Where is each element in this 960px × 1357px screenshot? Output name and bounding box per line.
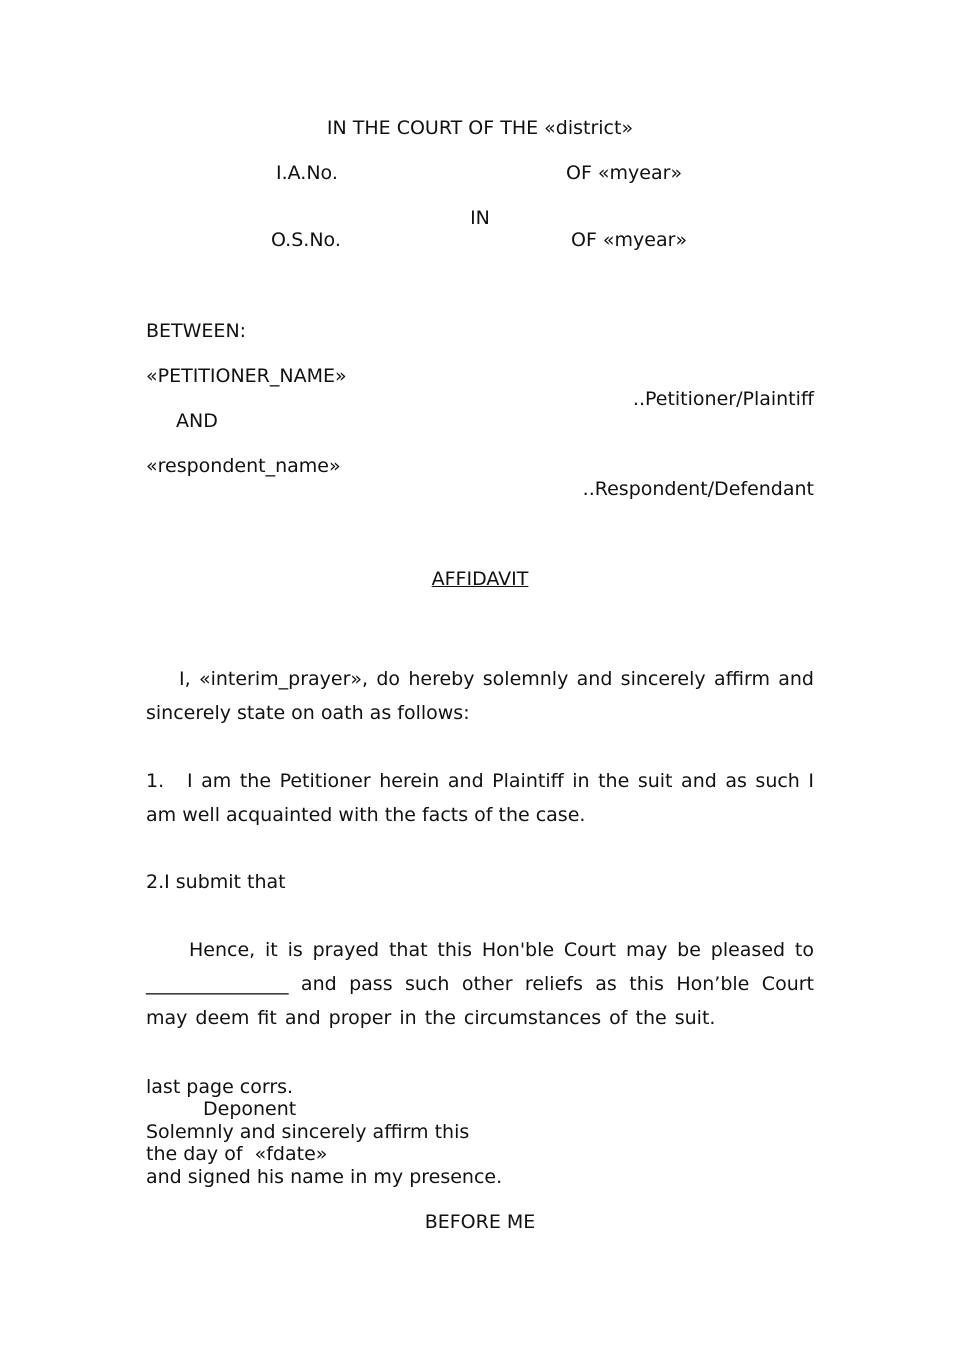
signed-line: and signed his name in my presence. — [146, 1166, 503, 1188]
between-label: BETWEEN: — [146, 320, 247, 342]
day-of-line: the day of «fdate» — [146, 1143, 328, 1165]
point-one-number: 1. — [146, 770, 165, 792]
in-connector: IN — [470, 207, 490, 229]
os-number-label: O.S.No. — [271, 229, 341, 251]
respondent-name: «respondent_name» — [146, 455, 341, 477]
petitioner-role: ..Petitioner/Plaintiff — [632, 388, 814, 410]
ia-year-label: OF «myear» — [566, 162, 683, 184]
deponent-label: Deponent — [203, 1098, 297, 1120]
last-page-note: last page corrs. — [146, 1076, 294, 1098]
prayer-paragraph: Hence, it is prayed that this Hon'ble Court may be pleased to _______________ and pass such other reliefs as this Hon’ble Court may deem fit and proper in the circumstances of the suit. — [146, 939, 814, 1029]
point-one-text: I am the Petitioner herein and Plaintiff in the suit and as such I am well acquainted with the facts of the case. — [146, 770, 814, 826]
court-heading: IN THE COURT OF THE «district» — [326, 117, 634, 139]
respondent-role: ..Respondent/Defendant — [582, 478, 814, 500]
document-title: AFFIDAVIT — [431, 568, 529, 590]
and-label: AND — [176, 410, 218, 432]
affirm-line: Solemnly and sincerely affirm this — [146, 1121, 470, 1143]
intro-paragraph: I, «interim_prayer», do hereby solemnly and sincerely affirm and sincerely state on oath as follows: — [146, 668, 814, 724]
point-one-paragraph — [146, 764, 814, 832]
point-two-paragraph: 2.I submit that — [146, 871, 286, 893]
ia-number-label: I.A.No. — [276, 162, 338, 184]
os-year-label: OF «myear» — [571, 229, 688, 251]
petitioner-name: «PETITIONER_NAME» — [146, 365, 347, 387]
before-me-label: BEFORE ME — [424, 1211, 536, 1233]
